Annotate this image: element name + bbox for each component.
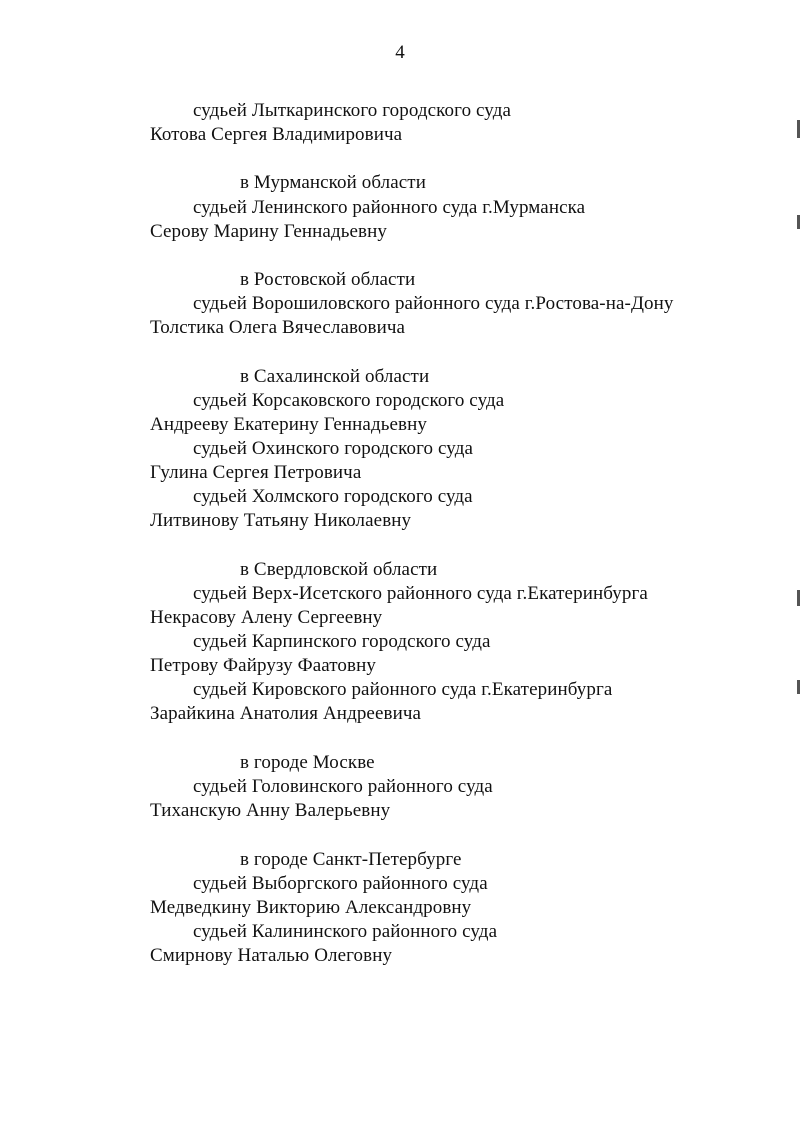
region-heading: в Свердловской области [240, 559, 438, 580]
page-number: 4 [395, 42, 405, 63]
court-line: судьей Головинского районного суда [193, 776, 493, 797]
region-heading: в Сахалинской области [240, 366, 430, 387]
court-line: судьей Охинского городского суда [193, 438, 473, 459]
person-name: Котова Сергея Владимировича [150, 124, 403, 145]
person-name: Литвинову Татьяну Николаевну [150, 510, 412, 531]
person-name: Серову Марину Геннадьевну [150, 221, 387, 242]
person-name: Медведкину Викторию Александровну [150, 897, 472, 918]
court-line: судьей Ворошиловского районного суда г.Ростова-на-Дону [193, 293, 674, 314]
person-name: Некрасову Алену Сергеевну [150, 607, 383, 628]
region-heading: в Мурманской области [240, 172, 426, 193]
region-heading: в городе Санкт-Петербурге [240, 849, 462, 870]
court-line: судьей Кировского районного суда г.Екатеринбурга [193, 679, 613, 700]
court-line: судьей Верх-Исетского районного суда г.Екатеринбурга [193, 583, 648, 604]
court-line: судьей Калининского районного суда [193, 921, 498, 942]
court-line: судьей Карпинского городского суда [193, 631, 491, 652]
court-line: судьей Холмского городского суда [193, 486, 473, 507]
court-line: судьей Ленинского районного суда г.Мурманска [193, 197, 586, 218]
person-name: Тиханскую Анну Валерьевну [150, 800, 391, 821]
region-heading: в Ростовской области [240, 269, 416, 290]
person-name: Гулина Сергея Петровича [150, 462, 362, 483]
person-name: Зарайкина Анатолия Андреевича [150, 703, 422, 724]
court-line: судьей Лыткаринского городского суда [193, 100, 511, 121]
court-line: судьей Выборгского районного суда [193, 873, 488, 894]
person-name: Петрову Файрузу Фаатовну [150, 655, 376, 676]
region-heading: в городе Москве [240, 752, 375, 773]
person-name: Толстика Олега Вячеславовича [150, 317, 406, 338]
person-name: Смирнову Наталью Олеговну [150, 945, 393, 966]
person-name: Андрееву Екатерину Геннадьевну [150, 414, 427, 435]
court-line: судьей Корсаковского городского суда [193, 390, 505, 411]
